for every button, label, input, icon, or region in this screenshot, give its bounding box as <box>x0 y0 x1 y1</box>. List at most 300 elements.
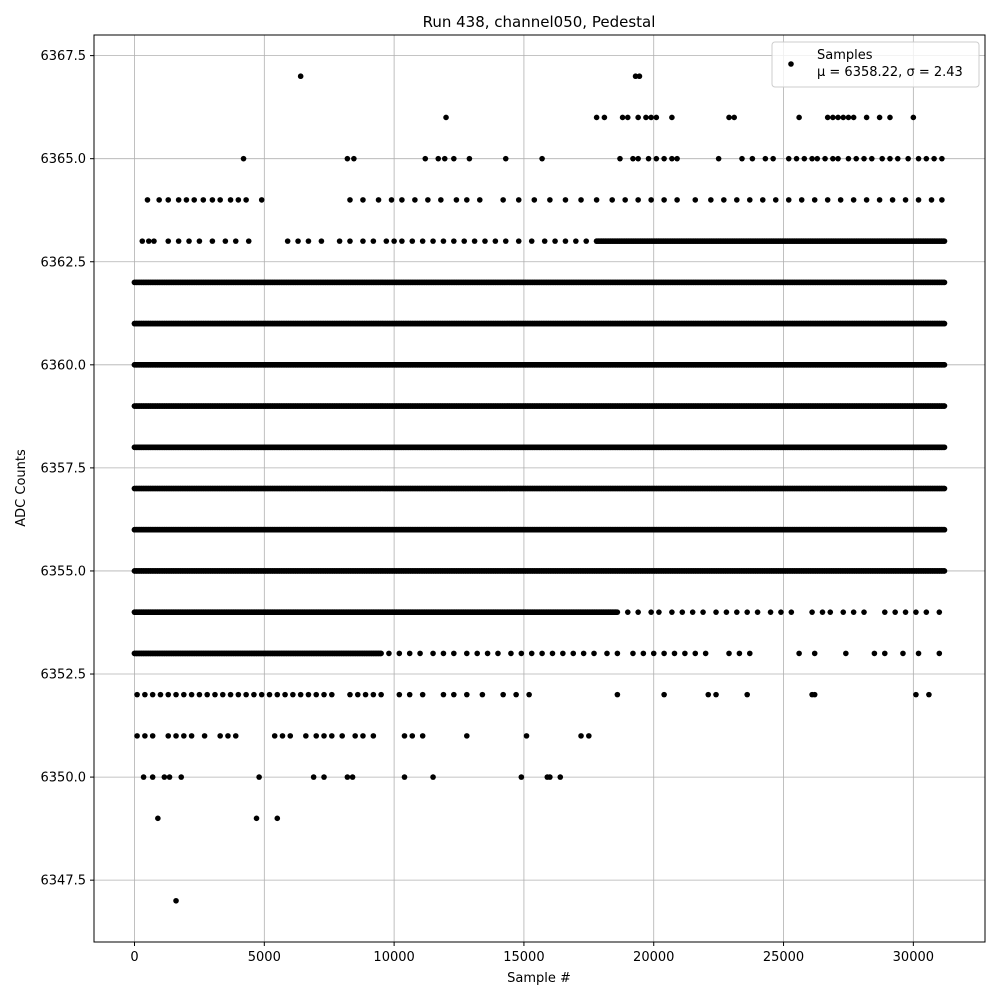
y-tick-label: 6360.0 <box>40 358 86 374</box>
data-point <box>726 115 732 121</box>
data-point <box>173 898 179 904</box>
data-point <box>134 733 140 739</box>
data-point <box>441 238 447 244</box>
data-point <box>853 156 859 162</box>
data-point <box>360 733 366 739</box>
data-point <box>539 156 545 162</box>
data-point <box>602 115 608 121</box>
data-point <box>526 692 532 698</box>
data-point <box>516 238 522 244</box>
data-point <box>176 238 182 244</box>
data-point <box>560 651 566 657</box>
data-point <box>345 774 351 780</box>
data-point <box>442 156 448 162</box>
data-point <box>477 197 483 203</box>
data-point <box>851 115 857 121</box>
data-point <box>295 238 301 244</box>
data-point <box>285 238 291 244</box>
x-tick-label: 25000 <box>762 950 805 965</box>
data-point <box>635 609 641 615</box>
data-point <box>916 156 922 162</box>
y-tick-label: 6347.5 <box>40 873 86 889</box>
data-point <box>625 115 631 121</box>
data-point <box>513 692 519 698</box>
data-point <box>151 238 157 244</box>
data-point <box>298 692 304 698</box>
data-point <box>529 651 535 657</box>
data-point <box>165 238 171 244</box>
data-point <box>461 238 467 244</box>
data-point <box>646 156 652 162</box>
data-point <box>347 238 353 244</box>
x-tick-label: 5000 <box>247 950 281 965</box>
data-point <box>661 692 667 698</box>
y-tick-label: 6352.5 <box>40 667 86 683</box>
data-point <box>251 692 257 698</box>
data-point <box>635 197 641 203</box>
data-point <box>814 156 820 162</box>
data-point <box>397 651 403 657</box>
data-point <box>744 609 750 615</box>
data-point <box>402 774 408 780</box>
data-point <box>141 774 147 780</box>
data-point <box>524 733 530 739</box>
data-point <box>451 692 457 698</box>
data-point <box>351 156 357 162</box>
data-point <box>648 115 654 121</box>
data-point <box>282 692 288 698</box>
data-point <box>176 197 182 203</box>
data-point <box>877 197 883 203</box>
data-point <box>272 733 278 739</box>
data-point <box>721 197 727 203</box>
data-point <box>321 733 327 739</box>
data-point <box>674 197 680 203</box>
data-point <box>825 115 831 121</box>
data-point <box>259 692 265 698</box>
data-point <box>321 692 327 698</box>
data-point <box>674 156 680 162</box>
data-point <box>789 609 795 615</box>
data-point <box>516 197 522 203</box>
data-point <box>539 651 545 657</box>
data-point <box>409 238 415 244</box>
data-point <box>319 238 325 244</box>
data-point <box>692 197 698 203</box>
data-point <box>474 651 480 657</box>
data-point <box>306 238 312 244</box>
x-axis-label: Sample # <box>507 971 571 986</box>
data-point <box>464 733 470 739</box>
data-point <box>391 238 397 244</box>
data-point <box>635 156 641 162</box>
data-point <box>861 609 867 615</box>
data-point <box>669 156 675 162</box>
data-point <box>882 609 888 615</box>
data-point <box>924 156 930 162</box>
data-point <box>812 692 818 698</box>
data-point <box>929 197 935 203</box>
data-point <box>547 197 553 203</box>
data-point <box>311 774 317 780</box>
data-point <box>705 692 711 698</box>
data-point <box>339 733 345 739</box>
data-point <box>430 651 436 657</box>
data-point <box>903 609 909 615</box>
data-point <box>441 651 447 657</box>
data-point <box>355 692 361 698</box>
data-point <box>241 156 247 162</box>
data-point <box>778 609 784 615</box>
data-point <box>744 692 750 698</box>
data-point <box>825 197 831 203</box>
data-point <box>290 692 296 698</box>
data-point <box>443 115 449 121</box>
data-point <box>197 238 203 244</box>
data-point <box>243 692 249 698</box>
data-point <box>773 197 779 203</box>
data-point <box>417 651 423 657</box>
data-point <box>941 403 947 409</box>
data-point <box>306 692 312 698</box>
data-point <box>420 733 426 739</box>
data-point <box>830 156 836 162</box>
data-point <box>731 115 737 121</box>
data-point <box>690 609 696 615</box>
data-point <box>895 156 901 162</box>
data-point <box>594 115 600 121</box>
data-point <box>482 238 488 244</box>
data-point <box>217 733 223 739</box>
data-point <box>158 692 164 698</box>
data-point <box>846 156 852 162</box>
data-point <box>363 692 369 698</box>
data-point <box>887 115 893 121</box>
data-point <box>830 115 836 121</box>
data-point <box>887 156 893 162</box>
data-point <box>233 733 239 739</box>
data-point <box>809 609 815 615</box>
data-point <box>329 733 335 739</box>
data-point <box>202 733 208 739</box>
data-point <box>679 609 685 615</box>
x-tick-label: 15000 <box>503 950 545 965</box>
data-point <box>438 197 444 203</box>
y-tick-label: 6350.0 <box>40 770 86 786</box>
data-point <box>604 651 610 657</box>
data-point <box>467 156 473 162</box>
data-point <box>755 609 761 615</box>
data-point <box>150 733 156 739</box>
data-point <box>134 692 140 698</box>
data-point <box>573 238 579 244</box>
data-point <box>643 115 649 121</box>
data-point <box>635 115 641 121</box>
data-point <box>451 651 457 657</box>
data-point <box>503 238 509 244</box>
data-point <box>794 156 800 162</box>
legend <box>772 42 979 87</box>
data-point <box>661 651 667 657</box>
data-point <box>864 197 870 203</box>
data-point <box>321 774 327 780</box>
data-point <box>256 774 262 780</box>
data-point <box>173 692 179 698</box>
data-point <box>313 692 319 698</box>
data-point <box>625 609 631 615</box>
data-point <box>181 733 187 739</box>
data-point <box>879 156 885 162</box>
data-point <box>692 651 698 657</box>
data-point <box>835 156 841 162</box>
data-point <box>799 197 805 203</box>
data-point <box>150 692 156 698</box>
data-point <box>371 733 377 739</box>
data-point <box>703 651 709 657</box>
data-point <box>220 692 226 698</box>
data-point <box>493 238 499 244</box>
data-point <box>155 816 161 822</box>
data-point <box>581 651 587 657</box>
data-point <box>654 115 660 121</box>
data-point <box>376 197 382 203</box>
data-point <box>246 238 252 244</box>
data-point <box>941 280 947 286</box>
data-point <box>851 609 857 615</box>
data-point <box>173 733 179 739</box>
data-point <box>612 609 618 615</box>
data-point <box>747 651 753 657</box>
data-point <box>557 774 563 780</box>
data-point <box>191 197 197 203</box>
chart-title: Run 438, channel050, Pedestal <box>422 13 656 31</box>
data-point <box>480 692 486 698</box>
data-point <box>384 238 390 244</box>
data-point <box>734 197 740 203</box>
data-point <box>420 692 426 698</box>
data-point <box>812 197 818 203</box>
data-point <box>669 609 675 615</box>
data-point <box>397 692 403 698</box>
data-point <box>864 115 870 121</box>
data-point <box>708 197 714 203</box>
data-point <box>420 238 426 244</box>
data-point <box>651 651 657 657</box>
y-tick-label: 6355.0 <box>40 564 86 580</box>
data-point <box>615 692 621 698</box>
data-point <box>280 733 286 739</box>
data-point <box>763 156 769 162</box>
data-point <box>500 692 506 698</box>
data-point <box>941 486 947 492</box>
data-point <box>786 156 792 162</box>
data-point <box>835 115 841 121</box>
data-point <box>464 651 470 657</box>
data-point <box>661 156 667 162</box>
data-point <box>724 609 730 615</box>
data-point <box>165 197 171 203</box>
legend-stats: μ = 6358.22, σ = 2.43 <box>817 65 963 80</box>
data-point <box>547 774 553 780</box>
data-point <box>146 238 152 244</box>
data-point <box>542 238 548 244</box>
data-point <box>500 197 506 203</box>
data-point <box>519 651 525 657</box>
data-point <box>802 156 808 162</box>
data-point <box>389 197 395 203</box>
data-point <box>840 609 846 615</box>
y-tick-label: 6362.5 <box>40 255 86 271</box>
y-tick-label: 6365.0 <box>40 152 86 168</box>
data-point <box>615 651 621 657</box>
data-point <box>225 733 231 739</box>
x-tick-label: 10000 <box>373 950 415 965</box>
data-point <box>409 733 415 739</box>
data-point <box>189 733 195 739</box>
data-point <box>609 197 615 203</box>
data-point <box>941 321 947 327</box>
data-point <box>267 692 273 698</box>
data-point <box>430 238 436 244</box>
data-point <box>877 115 883 121</box>
data-point <box>236 692 242 698</box>
data-point <box>656 609 662 615</box>
data-point <box>337 238 343 244</box>
data-point <box>287 733 293 739</box>
data-point <box>911 115 917 121</box>
data-point <box>892 609 898 615</box>
data-point <box>303 733 309 739</box>
data-point <box>197 692 203 698</box>
data-point <box>913 609 919 615</box>
data-point <box>820 609 826 615</box>
data-point <box>352 733 358 739</box>
data-point <box>913 692 919 698</box>
data-point <box>223 238 229 244</box>
data-point <box>422 156 428 162</box>
data-point <box>441 692 447 698</box>
x-tick-label: 20000 <box>633 950 675 965</box>
data-point <box>843 651 849 657</box>
data-point <box>347 692 353 698</box>
legend-marker <box>788 61 794 67</box>
data-point <box>786 197 792 203</box>
data-point <box>508 651 514 657</box>
data-point <box>700 609 706 615</box>
data-point <box>770 156 776 162</box>
data-point <box>178 774 184 780</box>
data-point <box>916 197 922 203</box>
data-point <box>563 238 569 244</box>
data-point <box>345 156 351 162</box>
data-point <box>184 197 190 203</box>
data-point <box>747 197 753 203</box>
data-point <box>402 733 408 739</box>
data-point <box>150 774 156 780</box>
data-point <box>162 774 168 780</box>
data-point <box>916 651 922 657</box>
data-point <box>165 692 171 698</box>
data-point <box>796 651 802 657</box>
data-point <box>822 156 828 162</box>
data-point <box>809 156 815 162</box>
y-tick-label: 6367.5 <box>40 49 86 65</box>
data-point <box>212 692 218 698</box>
data-point <box>485 651 491 657</box>
data-point <box>630 156 636 162</box>
data-point <box>472 238 478 244</box>
data-point <box>563 197 569 203</box>
data-point <box>838 197 844 203</box>
data-point <box>142 692 148 698</box>
data-point <box>591 651 597 657</box>
data-point <box>407 651 413 657</box>
data-point <box>796 115 802 121</box>
data-point <box>861 156 867 162</box>
data-point <box>583 238 589 244</box>
data-point <box>430 774 436 780</box>
data-point <box>750 156 756 162</box>
x-tick-label: 30000 <box>892 950 935 965</box>
y-axis-label: ADC Counts <box>14 449 29 527</box>
data-point <box>941 527 947 533</box>
data-point <box>570 651 576 657</box>
data-point <box>495 651 501 657</box>
data-point <box>145 197 151 203</box>
data-point <box>529 238 535 244</box>
data-point <box>760 197 766 203</box>
data-point <box>924 609 930 615</box>
data-point <box>425 197 431 203</box>
data-point <box>637 73 643 79</box>
data-point <box>900 651 906 657</box>
legend-series-name: Samples <box>817 48 873 63</box>
data-point <box>464 197 470 203</box>
data-point <box>669 115 675 121</box>
data-point <box>435 156 441 162</box>
data-point <box>142 733 148 739</box>
data-point <box>464 692 470 698</box>
data-point <box>578 733 584 739</box>
data-point <box>941 444 947 450</box>
y-tick-label: 6357.5 <box>40 461 86 477</box>
data-point <box>451 156 457 162</box>
data-point <box>298 73 304 79</box>
data-point <box>648 197 654 203</box>
data-point <box>329 692 335 698</box>
data-point <box>210 238 216 244</box>
data-point <box>937 651 943 657</box>
x-tick-label: 0 <box>130 950 139 965</box>
data-point <box>840 115 846 121</box>
data-point <box>274 816 280 822</box>
data-point <box>905 156 911 162</box>
data-point <box>378 692 384 698</box>
data-point <box>648 609 654 615</box>
data-point <box>274 692 280 698</box>
data-point <box>233 238 239 244</box>
data-point <box>926 692 932 698</box>
data-point <box>713 692 719 698</box>
data-point <box>630 651 636 657</box>
data-point <box>181 692 187 698</box>
data-point <box>617 156 623 162</box>
data-point <box>259 197 265 203</box>
data-point <box>412 197 418 203</box>
data-point <box>827 609 833 615</box>
data-point <box>939 197 945 203</box>
data-point <box>228 692 234 698</box>
